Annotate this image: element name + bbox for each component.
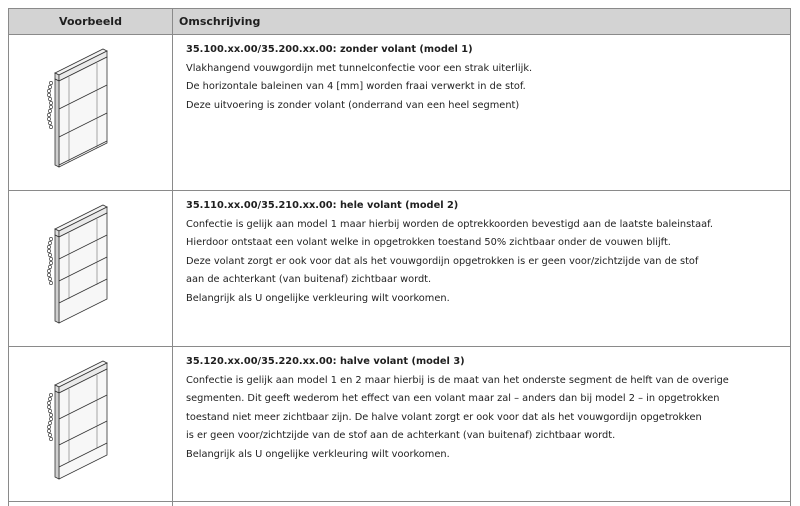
description-line: Belangrijk als U ongelijke verkleuring wilt voorkomen.	[186, 448, 450, 460]
table-header	[9, 8, 790, 35]
table-row	[9, 35, 790, 191]
roman-blind-half-valance-icon	[41, 357, 137, 497]
description-line: aan de achterkant (van buitenaf) zichtbaar wordt.	[186, 274, 432, 285]
product-table	[8, 8, 791, 506]
description-line: Vlakhangend vouwgordijn met tunnelconfectie voor een strak uiterlijk.	[186, 62, 533, 74]
roman-blind-full-valance-icon	[41, 201, 137, 341]
row-title: 35.120.xx.00/35.220.xx.00: halve volant (model 3)	[186, 356, 465, 367]
description-line: Confectie is gelijk aan model 1 maar hierbij worden de optrekkoorden bevestigd aan de laatste baleinstaaf.	[186, 218, 713, 230]
table-row	[9, 347, 790, 502]
row-title: 35.110.xx.00/35.210.xx.00: hele volant (model 2)	[186, 200, 459, 211]
table-row	[9, 191, 790, 347]
description-line: Confectie is gelijk aan model 1 en 2 maar hierbij is de maat van het onderste segment de helft van de overige	[186, 374, 729, 386]
description-line: segmenten. Dit geeft wederom het effect van een volant maar zal – anders dan bij model 2 – in opgetrokken	[186, 393, 720, 404]
row-description	[186, 41, 786, 115]
header-description: Omschrijving	[179, 15, 261, 28]
description-line: toestand niet meer zichtbaar zijn. De halve volant zorgt er ook voor dat als het vouwgordijn opgetrokken	[186, 411, 702, 423]
description-line: is er geen voor/zichtzijde van de stof aan de achterkant (van buitenaf) zichtbaar wordt.	[186, 430, 616, 441]
row-description	[186, 197, 786, 308]
row-title: 35.100.xx.00/35.200.xx.00: zonder volant (model 1)	[186, 44, 473, 55]
roman-blind-no-valance-icon	[41, 45, 137, 185]
description-line: De horizontale baleinen van 4 [mm] worden fraai verwerkt in de stof.	[186, 81, 526, 92]
description-line: Deze volant zorgt er ook voor dat als het vouwgordijn opgetrokken is er geen voor/zichtzijde van de stof	[186, 255, 699, 267]
description-line: Belangrijk als U ongelijke verkleuring wilt voorkomen.	[186, 292, 450, 304]
row-description	[186, 353, 786, 464]
header-example: Voorbeeld	[59, 15, 122, 28]
description-line: Deze uitvoering is zonder volant (onderrand van een heel segment)	[186, 99, 520, 111]
description-line: Hierdoor ontstaat een volant welke in opgetrokken toestand 50% zichtbaar onder de vouwen blijft.	[186, 237, 671, 248]
